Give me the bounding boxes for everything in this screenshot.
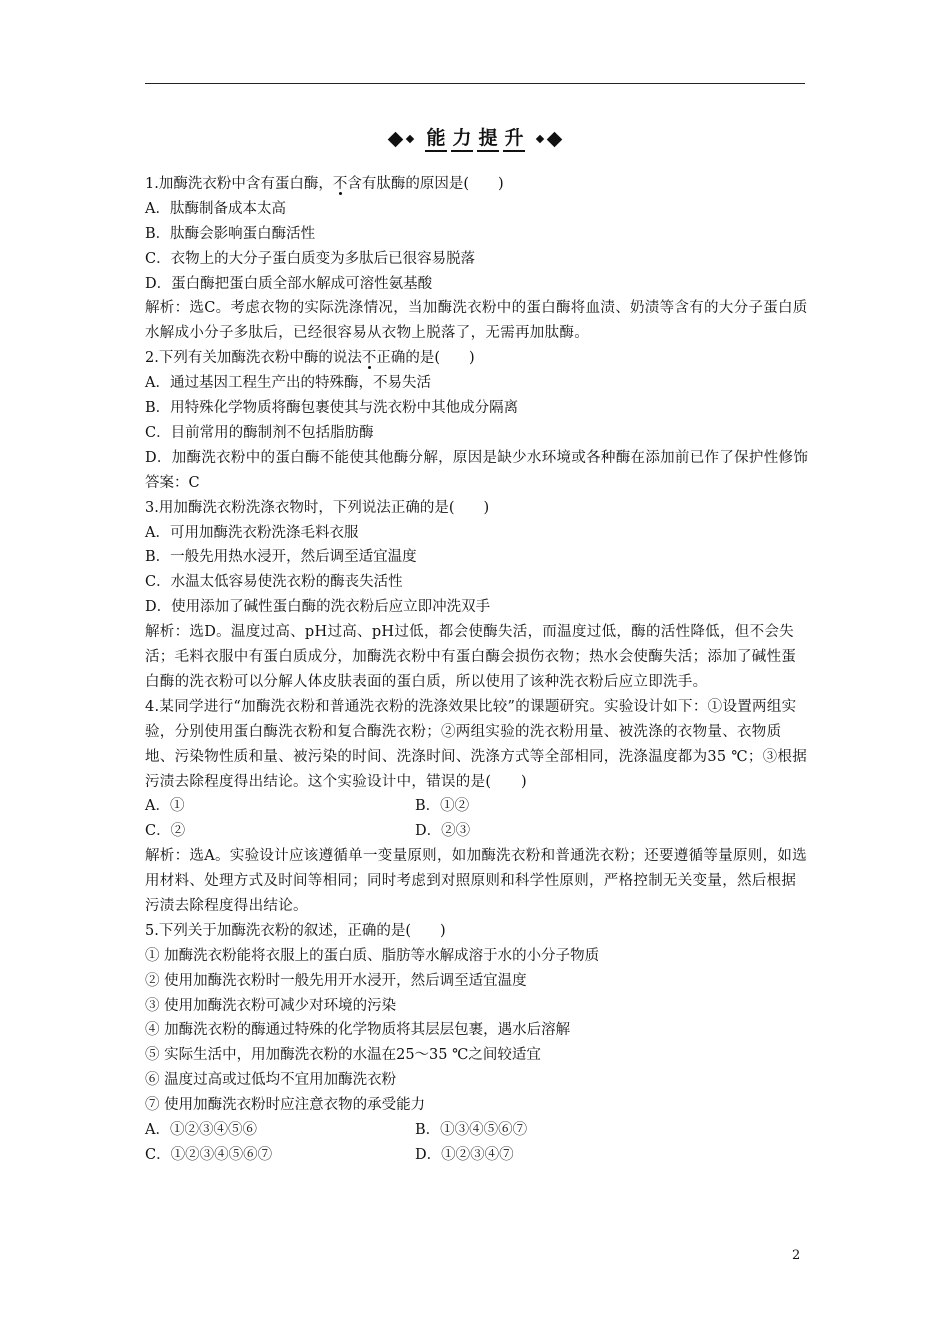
question-3-option-c: C．水温太低容易使洗衣粉的酶丧失活性 <box>145 574 403 591</box>
question-3-option-a: A．可用加酶洗衣粉洗涤毛料衣服 <box>145 524 359 541</box>
question-4-option-d: D．②③ <box>415 823 471 840</box>
question-5-item: ⑦ 使用加酶洗衣粉时应注意衣物的承受能力 <box>145 1097 426 1114</box>
question-2-option-b: B．用特殊化学物质将酶包裹使其与洗衣粉中其他成分隔离 <box>145 400 519 417</box>
question-5-options-row <box>145 1143 809 1168</box>
section-header <box>0 122 950 156</box>
question-3-option-b: B．一般先用热水浸开，然后调至适宜温度 <box>145 549 417 566</box>
question-5-options-row <box>145 1118 809 1143</box>
diamond-icon <box>388 131 404 147</box>
question-list <box>145 172 809 1168</box>
question-4-option-c: C．② <box>145 823 186 840</box>
question-3-option-d: D．使用添加了碱性蛋白酶的洗衣粉后应立即冲洗双手 <box>145 599 491 616</box>
section-title-char: 能 <box>425 126 447 152</box>
top-rule <box>145 83 805 84</box>
question-4-options-row <box>145 794 809 819</box>
question-5-option-d: D．①②③④⑦ <box>415 1146 514 1163</box>
emphasis-dot: 不 <box>361 350 377 367</box>
question-4-option-b: B．①② <box>415 798 470 815</box>
question-2-stem: 2.下列有关加酶洗衣粉中酶的说法不正确的是( ) <box>145 350 475 367</box>
question-2-option-c: C．目前常用的酶制剂不包括脂肪酶 <box>145 424 374 441</box>
question-5-item: ④ 加酶洗衣粉的酶通过特殊的化学物质将其层层包裹，遇水后溶解 <box>145 1022 571 1039</box>
diamond-icon <box>536 135 544 143</box>
section-title-char: 提 <box>477 126 499 152</box>
question-2-option-a: A．通过基因工程生产出的特殊酶，不易失活 <box>145 375 431 392</box>
section-title-char: 力 <box>451 126 473 152</box>
question-2-option-d: D．加酶洗衣粉中的蛋白酶不能使其他酶分解，原因是缺少水环境或各种酶在添加前已作了保护性修饰 <box>145 449 809 466</box>
question-1-stem: 1.加酶洗衣粉中含有蛋白酶，不含有肽酶的原因是( ) <box>145 176 504 192</box>
section-title <box>425 126 525 152</box>
page-number: 2 <box>792 1248 801 1263</box>
question-2-answer: 答案：C <box>145 474 200 491</box>
question-5-item: ② 使用加酶洗衣粉时一般先用开水浸开，然后调至适宜温度 <box>145 972 527 989</box>
question-5-item: ⑥ 温度过高或过低均不宜用加酶洗衣粉 <box>145 1072 397 1089</box>
question-1-option-d: D．蛋白酶把蛋白质全部水解成可溶性氨基酸 <box>145 275 433 292</box>
question-5-option-c: C．①②③④⑤⑥⑦ <box>145 1146 273 1163</box>
diamond-icon <box>547 131 563 147</box>
question-3-stem: 3.用加酶洗衣粉洗涤衣物时，下列说法正确的是( ) <box>145 499 490 516</box>
question-4-analysis: 解析：选A。实验设计应该遵循单一变量原则，如加酶洗衣粉和普通洗衣粉；还要遵循等量原则，如选用材料、处理方式及时间等相同；同时考虑到对照原则和科学性原则，严格控制无关变量，然后根据污渍去除程度得出结论。 <box>145 848 807 915</box>
question-4-stem: 4.某同学进行“加酶洗衣粉和普通洗衣粉的洗涤效果比较”的课题研究。实验设计如下：①设置两组实验，分别使用蛋白酶洗衣粉和复合酶洗衣粉；②两组实验的洗衣粉用量、被洗涤的衣物量、衣物质地、污染物性质和量、被污染的时间、洗涤时间、洗涤方式等全部相同，洗涤温度都为35 ℃；③根据污渍去除程度得出结论。这个实验设计中，错误的是( ) <box>145 698 808 790</box>
question-1-analysis: 解析：选C。考虑衣物的实际洗涤情况，当加酶洗衣粉中的蛋白酶将血渍、奶渍等含有的大分子蛋白质水解成小分子多肽后，已经很容易从衣物上脱落了，无需再加肽酶。 <box>145 300 808 342</box>
question-1-option-a: A．肽酶制备成本太高 <box>145 200 286 217</box>
question-4-options-row <box>145 819 809 844</box>
question-3-analysis: 解析：选D。温度过高、pH过高、pH过低，都会使酶失活，而温度过低，酶的活性降低，但不会失活；毛料衣服中有蛋白质成分，加酶洗衣粉中有蛋白酶会损伤衣物；热水会使酶失活；添加了碱性蛋白酶的洗衣粉可以分解人体皮肤表面的蛋白质，所以使用了该种洗衣粉后应立即洗手。 <box>145 624 797 690</box>
section-title-char: 升 <box>503 126 525 152</box>
question-5-stem: 5.下列关于加酶洗衣粉的叙述，正确的是( ) <box>145 922 446 939</box>
question-5-item: ⑤ 实际生活中，用加酶洗衣粉的水温在25～35 ℃之间较适宜 <box>145 1047 541 1064</box>
question-4-option-a: A．① <box>145 798 185 815</box>
question-5-item: ③ 使用加酶洗衣粉可减少对环境的污染 <box>145 997 397 1014</box>
question-1-option-b: B．肽酶会影响蛋白酶活性 <box>145 225 316 242</box>
question-5-option-b: B．①③④⑤⑥⑦ <box>415 1122 528 1139</box>
question-5-item: ① 加酶洗衣粉能将衣服上的蛋白质、脂肪等水解成溶于水的小分子物质 <box>145 947 600 964</box>
emphasis-dot: 不 <box>332 176 348 192</box>
question-1-option-c: C．衣物上的大分子蛋白质变为多肽后已很容易脱落 <box>145 250 476 267</box>
diamond-icon <box>406 135 414 143</box>
question-5-option-a: A．①②③④⑤⑥ <box>145 1122 257 1139</box>
